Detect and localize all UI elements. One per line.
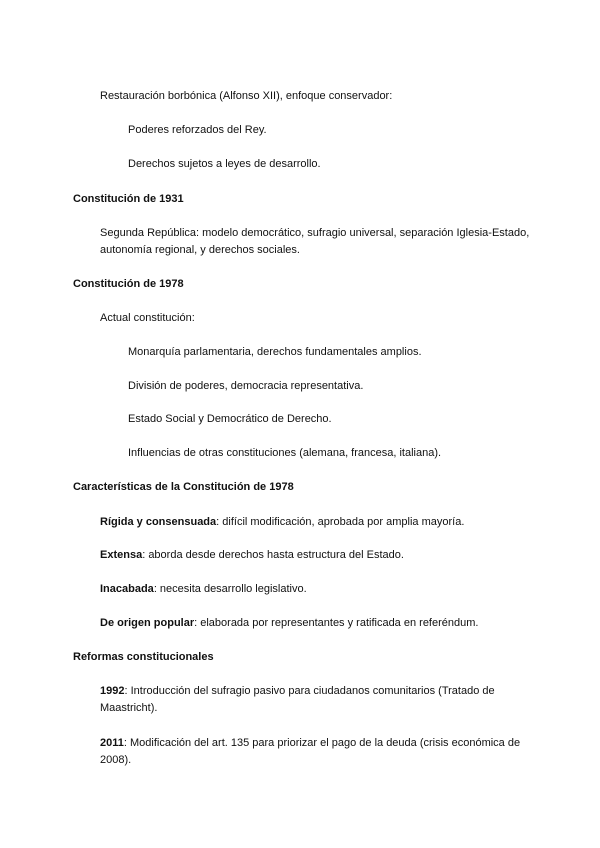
description: : difícil modificación, aprobada por amplia mayoría.	[216, 516, 465, 528]
description: : Modificación del art. 135 para priorizar el pago de la deuda (crisis económica de 2008).	[100, 737, 521, 766]
heading-1978: Constitución de 1978	[73, 278, 184, 290]
heading-caracteristicas: Características de la Constitución de 1978	[73, 481, 294, 493]
term: De origen popular	[100, 617, 195, 629]
list-item: Derechos sujetos a leyes de desarrollo.	[128, 158, 321, 170]
list-item	[100, 548, 404, 563]
description: : elaborada por representantes y ratificada en referéndum.	[194, 617, 479, 629]
list-item: Estado Social y Democrático de Derecho.	[128, 413, 332, 425]
list-item	[100, 582, 307, 597]
intro-1978: Actual constitución:	[100, 312, 195, 324]
list-item: Poderes reforzados del Rey.	[128, 124, 267, 136]
list-item	[100, 616, 478, 631]
description: : necesita desarrollo legislativo.	[153, 583, 307, 595]
restauracion-text: Restauración borbónica (Alfonso XII), enfoque conservador:	[100, 90, 393, 102]
term: Inacabada	[100, 583, 154, 595]
list-item	[100, 515, 464, 530]
list-item	[100, 735, 530, 769]
year: 1992	[100, 685, 125, 697]
description: : aborda desde derechos hasta estructura del Estado.	[142, 549, 404, 561]
description: : Introducción del sufragio pasivo para ciudadanos comunitarios (Tratado de Maastricht).	[100, 685, 495, 714]
list-item	[100, 683, 530, 717]
term: Rígida y consensuada	[100, 516, 217, 528]
list-item: Influencias de otras constituciones (alemana, francesa, italiana).	[128, 447, 442, 459]
term: Extensa	[100, 549, 143, 561]
heading-1931: Constitución de 1931	[73, 193, 184, 205]
list-item: División de poderes, democracia representativa.	[128, 380, 364, 392]
list-item: Monarquía parlamentaria, derechos fundamentales amplios.	[128, 346, 422, 358]
year: 2011	[100, 737, 124, 749]
heading-reformas: Reformas constitucionales	[73, 651, 214, 663]
paragraph-1931: Segunda República: modelo democrático, sufragio universal, separación Iglesia-Estado, autonomía regional, y derechos sociales.	[100, 227, 530, 256]
